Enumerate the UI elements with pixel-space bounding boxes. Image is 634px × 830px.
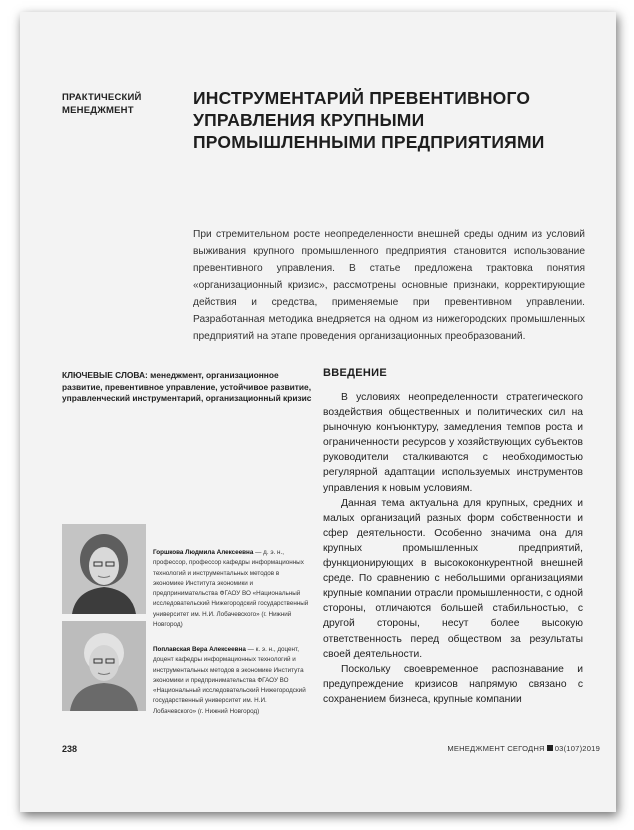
author-name-1: Горшкова Людмила Алексеевна: [153, 549, 254, 556]
article-title: ИНСТРУМЕНТАРИЙ ПРЕВЕНТИВНОГО УПРАВЛЕНИЯ КРУПНЫМИ ПРОМЫШЛЕННЫМИ ПРЕДПРИЯТИЯМИ: [193, 88, 545, 152]
section-tag: ПРАКТИЧЕСКИЙ МЕНЕДЖМЕНТ: [62, 92, 142, 116]
author-photo-2: [62, 621, 146, 711]
author-photo-1: [62, 524, 146, 614]
intro-heading: ВВЕДЕНИЕ: [323, 367, 387, 379]
journal-name: МЕНЕДЖМЕНТ СЕГОДНЯ: [447, 744, 545, 753]
author-name-2: Поплавская Вера Алексеевна: [153, 646, 246, 653]
author-details-2: — к. э. н., доцент, доцент кафедры информационных технологий и инструментальных методов в экономике Института экономики и предпринимательства ФГАОУ ВО «Национальный исследовательский Нижегородский государственный университет им. Н.И. Лобачевского» (г. Нижний Новгород): [153, 646, 306, 715]
intro-body: [323, 390, 583, 707]
author-portrait-2: [62, 621, 146, 711]
intro-paragraph-3: Поскольку своевременное распознавание и предупреждение кризисов напрямую связано с сохранением бизнеса, крупные компании: [323, 663, 583, 705]
author-portrait-1: [62, 524, 146, 614]
keywords: КЛЮЧЕВЫЕ СЛОВА: менеджмент, организационное развитие, превентивное управление, устойчивое развитие, управленческий инструментарий, организационный кризис: [62, 370, 312, 403]
author-info-1: [153, 548, 311, 630]
author-info-2: [153, 645, 311, 717]
page-number: 238: [62, 744, 78, 754]
intro-paragraph-1: В условиях неопределенности стратегического воздействия общественных и политических сил на рыночную конъюнктуру, замедления темпов роста и ограниченности ресурсов у хозяйствующих субъектов руководители сталкиваются с необходимостью регулярной адаптации используемых инструментов управления к новым условиям.: [323, 392, 583, 494]
square-separator-icon: [547, 745, 553, 751]
intro-paragraph-2: Данная тема актуальна для крупных, средних и малых организаций разных форм собственности и сфер деятельности. Особенно значима она для крупных промышленных предприятий, функционирующих в высококонкурентной внешней среде. По сравнению с небольшими организациями крупные компании отрасли промышленности, с одной стороны, отличаются большей стабильностью, с другой стороны, несут более высокую ответственность перед обществом за результаты своей деятельности.: [323, 497, 583, 660]
journal-footer: [447, 744, 600, 753]
author-details-1: — д. э. н., профессор, профессор кафедры информационных технологий и инструментальных методов в экономике Института экономики и предпринимательства ФГАОУ ВО «Национальный исследовательский Нижегородский государственный университет им. Н.И. Лобачевского» (г. Нижний Новгород): [153, 549, 309, 629]
abstract: При стремительном росте неопределенности внешней среды одним из условий выживания крупного промышленного предприятия становится использование превентивного управления. В статье предложена трактовка понятия «организационный кризис», рассмотрены основные признаки, корректирующие действия и средства, применяемые при превентивном управлении. Разработанная методика внедряется на одном из нижегородских промышленных предприятий на этапе проведения организационных преобразований.: [193, 229, 585, 342]
journal-issue: 03(107)2019: [554, 744, 600, 753]
